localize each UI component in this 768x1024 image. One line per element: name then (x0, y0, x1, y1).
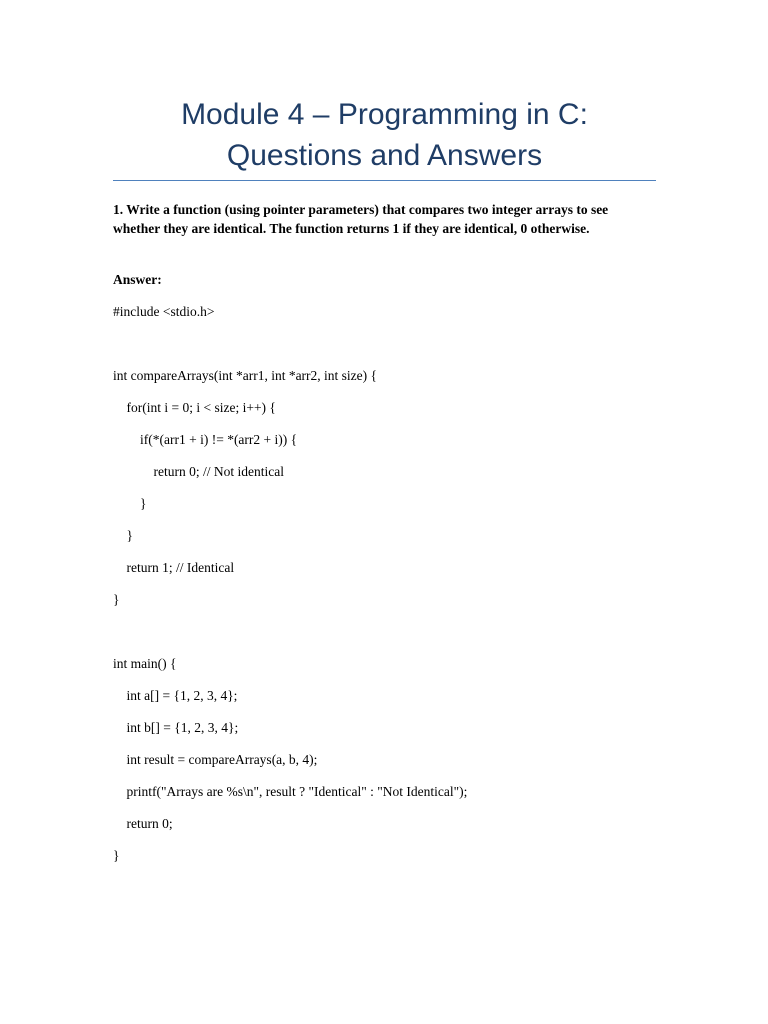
code-line (113, 334, 658, 366)
code-line (113, 622, 658, 654)
code-block (113, 302, 658, 878)
title-line-1: Module 4 – Programming in C: (181, 98, 588, 131)
code-line: int a[] = {1, 2, 3, 4}; (113, 688, 238, 703)
code-line: int main() { (113, 656, 177, 671)
code-line: printf("Arrays are %s\n", result ? "Identical" : "Not Identical"); (113, 784, 468, 799)
title-line-2: Questions and Answers (226, 139, 543, 172)
title-divider (113, 180, 656, 181)
code-line: if(*(arr1 + i) != *(arr2 + i)) { (113, 432, 298, 447)
code-line: return 0; (113, 816, 173, 831)
answer-label: Answer: (113, 272, 162, 287)
code-line: } (113, 496, 147, 511)
code-line: #include <stdio.h> (113, 304, 215, 319)
code-line: } (113, 592, 120, 607)
page-title (113, 94, 656, 176)
code-line: int b[] = {1, 2, 3, 4}; (113, 720, 239, 735)
code-line: } (113, 528, 133, 543)
code-line: int compareArrays(int *arr1, int *arr2, int size) { (113, 368, 378, 383)
code-line: for(int i = 0; i < size; i++) { (113, 400, 276, 415)
question-text: 1. Write a function (using pointer parameters) that compares two integer arrays to see whether they are identical. The function returns 1 if they are identical, 0 otherwise. (113, 202, 609, 236)
code-line: return 1; // Identical (113, 560, 235, 575)
code-line: } (113, 848, 120, 863)
code-line: int result = compareArrays(a, b, 4); (113, 752, 318, 767)
code-line: return 0; // Not identical (113, 464, 284, 479)
